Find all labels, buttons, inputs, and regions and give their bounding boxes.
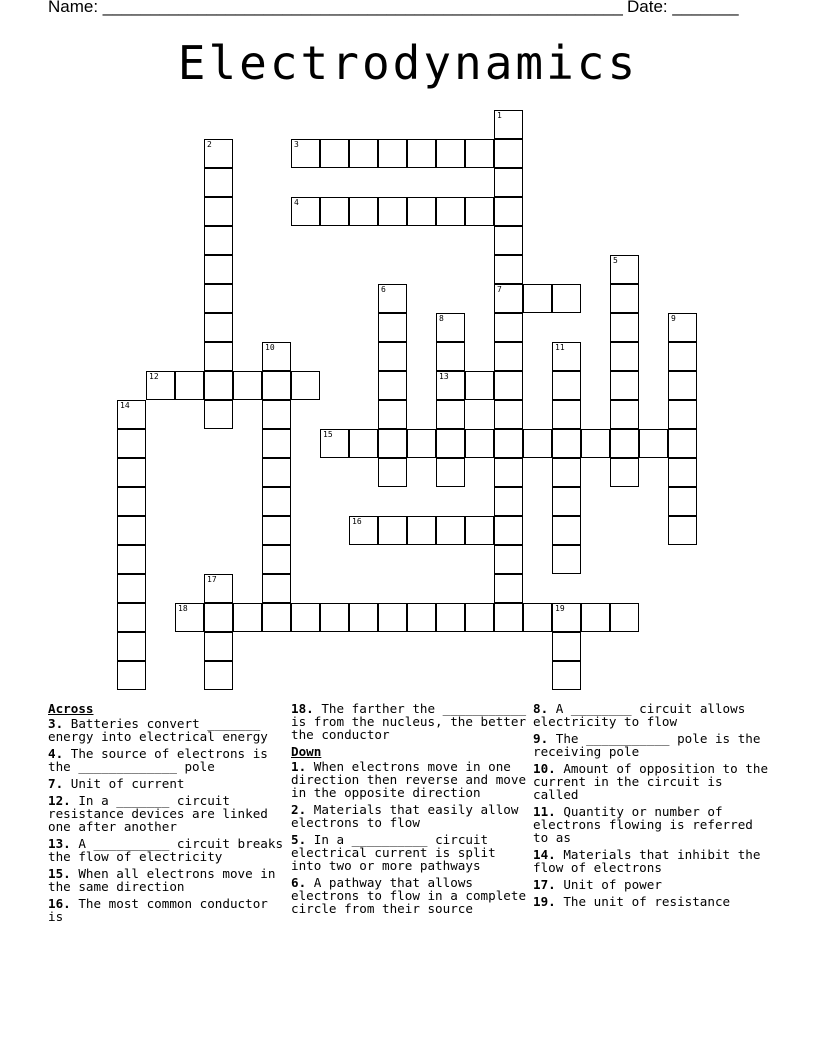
- crossword-cell[interactable]: [668, 371, 697, 400]
- crossword-cell[interactable]: [407, 139, 436, 168]
- crossword-cell[interactable]: [262, 603, 291, 632]
- crossword-cell[interactable]: [552, 487, 581, 516]
- crossword-cell[interactable]: [204, 574, 233, 603]
- clue-text: Materials that inhibit the flow of electrons: [533, 847, 761, 875]
- crossword-cell[interactable]: [494, 110, 523, 139]
- clue-text: A ________ circuit allows electricity to flow: [533, 701, 746, 729]
- clue-text: The source of electrons is the _____________ pole: [48, 746, 268, 774]
- clue-number-label: 3: [294, 140, 299, 149]
- down-heading: Down: [291, 744, 322, 759]
- crossword-cell[interactable]: [523, 429, 552, 458]
- crossword-cell[interactable]: [494, 603, 523, 632]
- clue-number: 17.: [533, 877, 556, 892]
- crossword-cell[interactable]: [320, 603, 349, 632]
- clue-number: 8.: [533, 701, 549, 716]
- crossword-cell[interactable]: [552, 661, 581, 690]
- crossword-cell[interactable]: [378, 429, 407, 458]
- crossword-cell[interactable]: [610, 458, 639, 487]
- crossword-cell[interactable]: [378, 603, 407, 632]
- crossword-cell[interactable]: [378, 342, 407, 371]
- clue-text: Batteries convert _______ energy into electrical energy: [48, 716, 268, 744]
- clue-item: [291, 760, 529, 799]
- clue-number-label: 9: [671, 314, 676, 323]
- crossword-cell[interactable]: [668, 342, 697, 371]
- crossword-cell[interactable]: [262, 342, 291, 371]
- clue-text: Materials that easily allow electrons to flow: [291, 802, 519, 830]
- crossword-cell[interactable]: [117, 458, 146, 487]
- clue-number-label: 15: [323, 430, 333, 439]
- clue-number-label: 10: [265, 343, 275, 352]
- crossword-cell[interactable]: [523, 603, 552, 632]
- clue-text: The ___________ pole is the receiving pole: [533, 731, 761, 759]
- crossword-cell[interactable]: [233, 603, 262, 632]
- crossword-cell[interactable]: [349, 516, 378, 545]
- crossword-cell[interactable]: [320, 139, 349, 168]
- clue-text: Quantity or number of electrons flowing is referred to as: [533, 804, 753, 845]
- crossword-cell[interactable]: [378, 371, 407, 400]
- crossword-cell[interactable]: [349, 603, 378, 632]
- crossword-cell[interactable]: [552, 545, 581, 574]
- crossword-cell[interactable]: [668, 487, 697, 516]
- crossword-cell[interactable]: [117, 429, 146, 458]
- crossword-cell[interactable]: [175, 371, 204, 400]
- clue-number: 15.: [48, 866, 71, 881]
- crossword-cell[interactable]: [552, 632, 581, 661]
- crossword-cell[interactable]: [552, 458, 581, 487]
- crossword-cell[interactable]: [494, 516, 523, 545]
- down-clue-list: [291, 760, 529, 915]
- clue-text: A pathway that allows electrons to flow in a complete circle from their source: [291, 875, 527, 916]
- crossword-cell[interactable]: [436, 458, 465, 487]
- crossword-cell[interactable]: [436, 197, 465, 226]
- date-field-label: Date: _______: [627, 0, 739, 16]
- crossword-cell[interactable]: [494, 342, 523, 371]
- crossword-cell[interactable]: [349, 197, 378, 226]
- crossword-cell[interactable]: [291, 603, 320, 632]
- crossword-cell[interactable]: [465, 371, 494, 400]
- crossword-cell[interactable]: [378, 516, 407, 545]
- clue-number: 12.: [48, 793, 71, 808]
- crossword-cell[interactable]: [204, 632, 233, 661]
- clue-number-label: 6: [381, 285, 386, 294]
- crossword-cell[interactable]: [378, 197, 407, 226]
- page-title: Electrodynamics: [177, 36, 639, 90]
- crossword-cell[interactable]: [639, 429, 668, 458]
- clue-item: [291, 833, 529, 872]
- crossword-cell[interactable]: [465, 197, 494, 226]
- clue-number-label: 18: [178, 604, 188, 613]
- crossword-cell[interactable]: [204, 661, 233, 690]
- crossword-cell[interactable]: [552, 429, 581, 458]
- clue-text: Amount of opposition to the current in the circuit is called: [533, 761, 769, 802]
- clue-number: 10.: [533, 761, 556, 776]
- crossword-cell[interactable]: [436, 139, 465, 168]
- crossword-cell[interactable]: [204, 342, 233, 371]
- clue-number: 7.: [48, 776, 64, 791]
- clue-item: [533, 805, 771, 844]
- crossword-cell[interactable]: [494, 284, 523, 313]
- crossword-cell[interactable]: [117, 516, 146, 545]
- crossword-cell[interactable]: [378, 458, 407, 487]
- crossword-cell[interactable]: [494, 197, 523, 226]
- crossword-cell[interactable]: [552, 516, 581, 545]
- clue-item: [48, 794, 286, 833]
- crossword-cell[interactable]: [494, 487, 523, 516]
- crossword-cell[interactable]: [668, 313, 697, 342]
- clue-item: [533, 762, 771, 801]
- clues-column-1: [48, 702, 286, 927]
- crossword-cell[interactable]: [436, 313, 465, 342]
- across-clue-list: [48, 717, 286, 923]
- crossword-cell[interactable]: [668, 400, 697, 429]
- crossword-cell[interactable]: [436, 400, 465, 429]
- clue-number-label: 7: [497, 285, 502, 294]
- crossword-cell[interactable]: [204, 255, 233, 284]
- crossword-cell[interactable]: [465, 139, 494, 168]
- across-clue-list-continued: [291, 702, 529, 741]
- crossword-cell[interactable]: [407, 603, 436, 632]
- clue-text: When electrons move in one direction then reverse and move in the opposite direction: [291, 759, 527, 800]
- crossword-cell[interactable]: [436, 371, 465, 400]
- clue-item: [48, 867, 286, 893]
- clue-item: [533, 848, 771, 874]
- crossword-cell[interactable]: [378, 139, 407, 168]
- clue-item: [48, 897, 286, 923]
- crossword-cell[interactable]: [320, 429, 349, 458]
- crossword-cell[interactable]: [494, 255, 523, 284]
- crossword-cell[interactable]: [610, 313, 639, 342]
- clue-number-label: 2: [207, 140, 212, 149]
- clue-number: 11.: [533, 804, 556, 819]
- clue-number-label: 12: [149, 372, 159, 381]
- clue-item: [48, 777, 286, 790]
- across-heading: Across: [48, 701, 94, 716]
- name-field-label: Name: _______________________________________________________: [48, 0, 623, 16]
- crossword-cell[interactable]: [204, 400, 233, 429]
- clue-item: [533, 732, 771, 758]
- crossword-cell[interactable]: [407, 429, 436, 458]
- crossword-cell[interactable]: [204, 139, 233, 168]
- crossword-cell[interactable]: [262, 574, 291, 603]
- clue-item: [48, 717, 286, 743]
- crossword-cell[interactable]: [494, 400, 523, 429]
- clue-number: 6.: [291, 875, 307, 890]
- clue-number: 5.: [291, 832, 307, 847]
- crossword-cell[interactable]: [291, 139, 320, 168]
- crossword-cell[interactable]: [262, 545, 291, 574]
- crossword-cell[interactable]: [117, 574, 146, 603]
- clue-number-label: 14: [120, 401, 130, 410]
- clue-text: In a _______ circuit resistance devices are linked one after another: [48, 793, 268, 834]
- crossword-cell[interactable]: [552, 603, 581, 632]
- crossword-cell[interactable]: [204, 284, 233, 313]
- clue-text: The unit of resistance: [555, 894, 731, 909]
- crossword-cell[interactable]: [523, 284, 552, 313]
- crossword-cell[interactable]: [204, 371, 233, 400]
- crossword-cell[interactable]: [204, 168, 233, 197]
- crossword-cell[interactable]: [494, 139, 523, 168]
- crossword-cell[interactable]: [320, 197, 349, 226]
- crossword-cell[interactable]: [610, 371, 639, 400]
- clue-item: [291, 876, 529, 915]
- crossword-cell[interactable]: [465, 516, 494, 545]
- clue-number-label: 4: [294, 198, 299, 207]
- clue-text: When all electrons move in the same direction: [48, 866, 276, 894]
- clue-item: [48, 747, 286, 773]
- crossword-cell[interactable]: [436, 603, 465, 632]
- crossword-cell[interactable]: [117, 603, 146, 632]
- clue-number: 4.: [48, 746, 64, 761]
- crossword-cell[interactable]: [349, 139, 378, 168]
- clue-text: The most common conductor is: [48, 896, 268, 924]
- clue-item: [291, 803, 529, 829]
- crossword-cell[interactable]: [262, 400, 291, 429]
- clue-text: Unit of current: [63, 776, 185, 791]
- clue-number: 18.: [291, 701, 314, 716]
- crossword-cell[interactable]: [668, 516, 697, 545]
- crossword-cell[interactable]: [117, 545, 146, 574]
- crossword-cell[interactable]: [465, 603, 494, 632]
- clue-number-label: 19: [555, 604, 565, 613]
- crossword-cell[interactable]: [610, 284, 639, 313]
- crossword-cell[interactable]: [117, 400, 146, 429]
- clues-column-3: [533, 702, 771, 912]
- crossword-cell[interactable]: [581, 603, 610, 632]
- clue-item: [533, 895, 771, 908]
- clue-text: A __________ circuit breaks the flow of electricity: [48, 836, 284, 864]
- clue-text: Unit of power: [555, 877, 662, 892]
- clue-text: The farther the ___________ is from the nucleus, the better the conductor: [291, 701, 527, 742]
- crossword-cell[interactable]: [494, 458, 523, 487]
- crossword-cell[interactable]: [378, 400, 407, 429]
- crossword-cell[interactable]: [610, 400, 639, 429]
- crossword-cell[interactable]: [233, 371, 262, 400]
- crossword-cell[interactable]: [494, 545, 523, 574]
- clue-number-label: 8: [439, 314, 444, 323]
- crossword-cell[interactable]: [204, 197, 233, 226]
- clue-text: In a __________ circuit electrical current is split into two or more pathways: [291, 832, 496, 873]
- crossword-cell[interactable]: [204, 603, 233, 632]
- clue-number: 3.: [48, 716, 64, 731]
- crossword-cell[interactable]: [204, 226, 233, 255]
- crossword-cell[interactable]: [552, 284, 581, 313]
- clue-item: [533, 702, 771, 728]
- crossword-cell[interactable]: [407, 197, 436, 226]
- clue-number-label: 5: [613, 256, 618, 265]
- crossword-cell[interactable]: [436, 429, 465, 458]
- clue-number: 1.: [291, 759, 307, 774]
- crossword-cell[interactable]: [610, 255, 639, 284]
- crossword-cell[interactable]: [291, 371, 320, 400]
- crossword-cell[interactable]: [552, 371, 581, 400]
- crossword-cell[interactable]: [494, 371, 523, 400]
- crossword-cell[interactable]: [262, 371, 291, 400]
- crossword-cell[interactable]: [436, 516, 465, 545]
- crossword-cell[interactable]: [552, 400, 581, 429]
- clue-number: 13.: [48, 836, 71, 851]
- clue-number-label: 1: [497, 111, 502, 120]
- clues-column-2: [291, 702, 529, 919]
- crossword-cell[interactable]: [494, 168, 523, 197]
- crossword-cell[interactable]: [494, 226, 523, 255]
- crossword-cell[interactable]: [436, 342, 465, 371]
- crossword-cell[interactable]: [349, 429, 378, 458]
- crossword-cell[interactable]: [117, 487, 146, 516]
- crossword-cell[interactable]: [494, 574, 523, 603]
- clue-number: 2.: [291, 802, 307, 817]
- crossword-cell[interactable]: [610, 429, 639, 458]
- crossword-cell[interactable]: [378, 284, 407, 313]
- clue-number: 16.: [48, 896, 71, 911]
- crossword-cell[interactable]: [262, 429, 291, 458]
- clue-number-label: 13: [439, 372, 449, 381]
- clue-number: 19.: [533, 894, 556, 909]
- crossword-cell[interactable]: [117, 661, 146, 690]
- crossword-cell[interactable]: [407, 516, 436, 545]
- crossword-cell[interactable]: [262, 487, 291, 516]
- clue-number: 14.: [533, 847, 556, 862]
- crossword-cell[interactable]: [204, 313, 233, 342]
- crossword-cell[interactable]: [117, 632, 146, 661]
- crossword-cell[interactable]: [262, 458, 291, 487]
- clue-item: [533, 878, 771, 891]
- crossword-cell[interactable]: [581, 429, 610, 458]
- down-clue-list-continued: [533, 702, 771, 908]
- crossword-cell[interactable]: [610, 603, 639, 632]
- crossword-cell[interactable]: [552, 342, 581, 371]
- clue-number-label: 16: [352, 517, 362, 526]
- clue-item: [48, 837, 286, 863]
- crossword-cell[interactable]: [378, 313, 407, 342]
- crossword-cell[interactable]: [494, 313, 523, 342]
- crossword-cell[interactable]: [262, 516, 291, 545]
- crossword-cell[interactable]: [175, 603, 204, 632]
- crossword-cell[interactable]: [291, 197, 320, 226]
- clue-number-label: 17: [207, 575, 217, 584]
- crossword-cell[interactable]: [610, 342, 639, 371]
- crossword-cell[interactable]: [668, 429, 697, 458]
- crossword-cell[interactable]: [146, 371, 175, 400]
- clue-item: [291, 702, 529, 741]
- crossword-cell[interactable]: [668, 458, 697, 487]
- clue-number: 9.: [533, 731, 549, 746]
- crossword-cell[interactable]: [465, 429, 494, 458]
- crossword-cell[interactable]: [494, 429, 523, 458]
- clue-number-label: 11: [555, 343, 565, 352]
